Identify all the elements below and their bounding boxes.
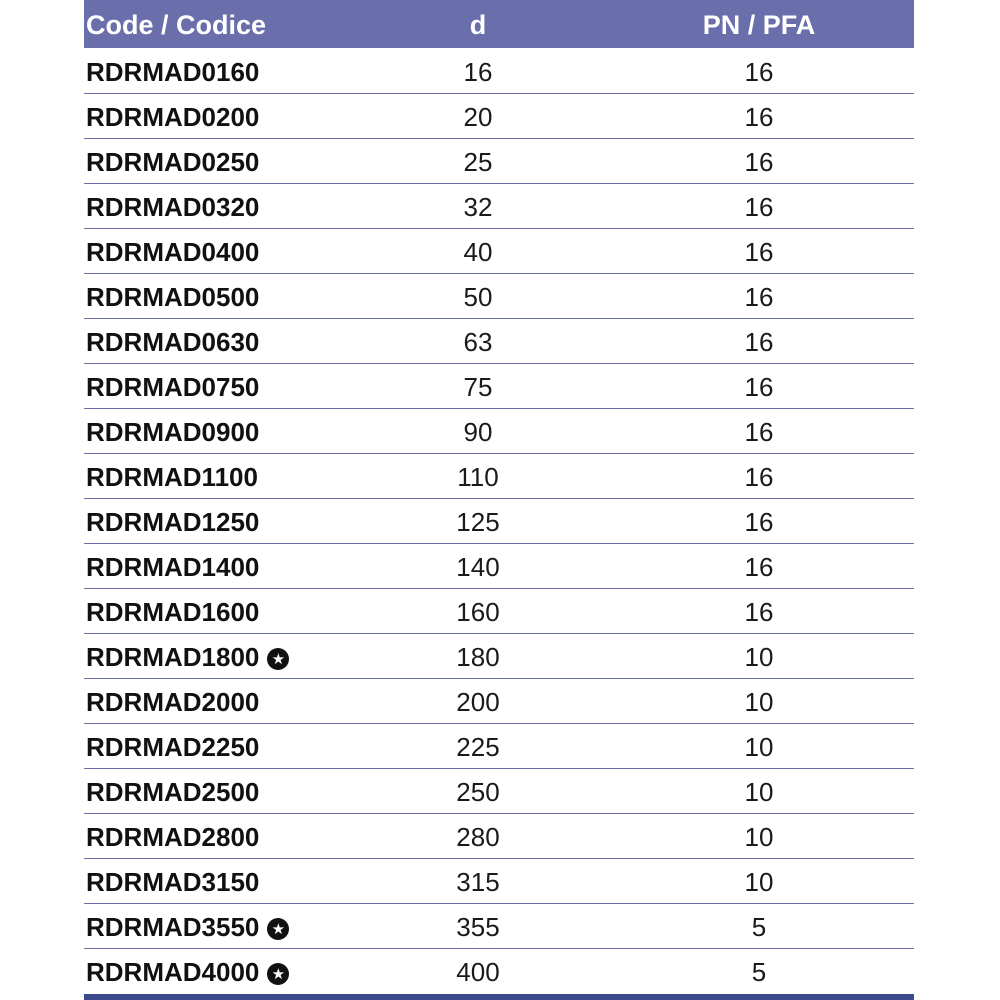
cell-code (86, 49, 259, 94)
cell-code (86, 409, 259, 454)
code-text: RDRMAD1400 (86, 552, 260, 582)
code-text: RDRMAD0250 (86, 147, 260, 177)
table-row: RDRMAD1400 140 16 (84, 544, 914, 589)
code-text: RDRMAD2500 (86, 777, 260, 807)
table-footer-bar (84, 994, 914, 1000)
cell-code (86, 634, 289, 679)
header-code: Code / Codice (86, 10, 267, 40)
cell-code (86, 364, 259, 409)
code-text: RDRMAD0160 (86, 57, 260, 87)
cell-code (86, 544, 259, 589)
table-header: Code / Codice d PN / PFA (84, 0, 914, 48)
table-row: RDRMAD3150 315 10 (84, 859, 914, 904)
star-icon: ★ (267, 648, 289, 670)
code-text: RDRMAD0400 (86, 237, 260, 267)
code-text: RDRMAD1250 (86, 507, 260, 537)
table-row: RDRMAD0400 40 16 (84, 229, 914, 274)
code-text: RDRMAD0900 (86, 417, 260, 447)
cell-code (86, 589, 259, 634)
cell-code (86, 679, 259, 724)
code-text: RDRMAD0630 (86, 327, 260, 357)
code-text: RDRMAD0320 (86, 192, 260, 222)
code-text: RDRMAD1100 (86, 462, 258, 492)
code-text: RDRMAD1800 (86, 642, 260, 672)
code-text: RDRMAD0750 (86, 372, 260, 402)
code-text: RDRMAD2250 (86, 732, 260, 762)
cell-code (86, 859, 259, 904)
cell-code (86, 319, 259, 364)
code-text: RDRMAD1600 (86, 597, 260, 627)
cell-code (86, 724, 259, 769)
table-row: RDRMAD0160 16 16 (84, 49, 914, 94)
table-row: RDRMAD0200 20 16 (84, 94, 914, 139)
table-row: RDRMAD0900 90 16 (84, 409, 914, 454)
cell-code (86, 499, 259, 544)
code-text: RDRMAD3150 (86, 867, 260, 897)
table-row: RDRMAD2250 225 10 (84, 724, 914, 769)
code-text: RDRMAD3550 (86, 912, 260, 942)
table-row: RDRMAD2800 280 10 (84, 814, 914, 859)
code-text: RDRMAD2000 (86, 687, 260, 717)
cell-code (86, 184, 259, 229)
table-row: RDRMAD0750 75 16 (84, 364, 914, 409)
cell-code (86, 769, 259, 814)
table-body (84, 49, 914, 994)
table-row: RDRMAD0250 25 16 (84, 139, 914, 184)
star-icon: ★ (267, 918, 289, 940)
cell-code (86, 274, 259, 319)
cell-code (86, 949, 289, 994)
code-text: RDRMAD0500 (86, 282, 260, 312)
code-text: RDRMAD0200 (86, 102, 260, 132)
table-row: RDRMAD4000 ★ 400 5 (84, 949, 914, 994)
table-row: RDRMAD0630 63 16 (84, 319, 914, 364)
table-row: RDRMAD0320 32 16 (84, 184, 914, 229)
cell-code (86, 814, 259, 859)
star-icon: ★ (267, 963, 289, 985)
code-text: RDRMAD2800 (86, 822, 260, 852)
table-row: RDRMAD3550 ★ 355 5 (84, 904, 914, 949)
table-row: RDRMAD1250 125 16 (84, 499, 914, 544)
cell-code (86, 904, 289, 949)
code-text: RDRMAD4000 (86, 957, 260, 987)
table-row: RDRMAD1800 ★ 180 10 (84, 634, 914, 679)
table-row: RDRMAD0500 50 16 (84, 274, 914, 319)
product-table (84, 0, 914, 1000)
table-row: RDRMAD2500 250 10 (84, 769, 914, 814)
table-row: RDRMAD1100 110 16 (84, 454, 914, 499)
cell-code (86, 139, 259, 184)
table-row: RDRMAD2000 200 10 (84, 679, 914, 724)
cell-code (86, 454, 258, 499)
cell-code (86, 229, 259, 274)
table-row: RDRMAD1600 160 16 (84, 589, 914, 634)
cell-code (86, 94, 259, 139)
